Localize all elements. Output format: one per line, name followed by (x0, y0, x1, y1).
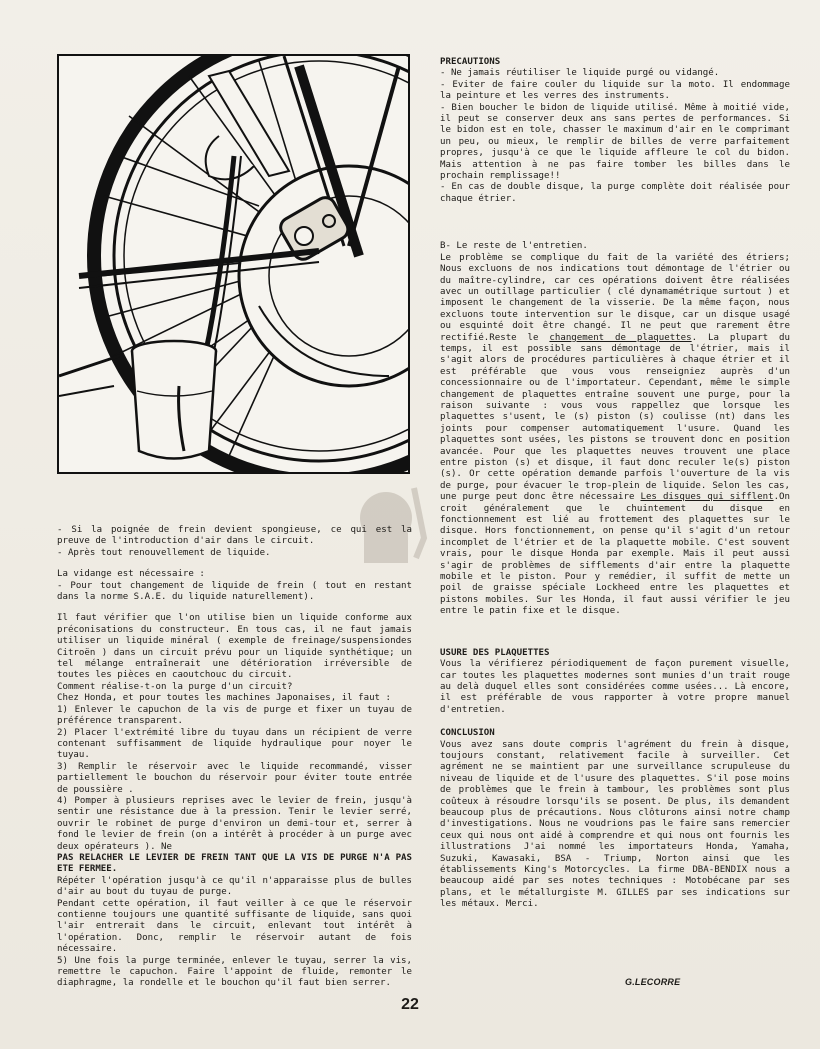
step-1: 1) Enlever le capuchon de la vis de purge et fixer un tuyau de préférence transparent. (57, 704, 412, 727)
entretien-underline-plaquettes: changement de plaquettes (549, 332, 692, 343)
step-3: 3) Remplir le réservoir avec le liquide recommandé, visser partiellement le bouchon du réservoir pour éviter toute entrée de poussière . (57, 761, 412, 795)
right-column (440, 57, 790, 921)
brake-bleeding-illustration-icon (59, 56, 408, 472)
step-4-warning: PAS RELACHER LE LEVIER DE FREIN TANT QUE LA VIS DE PURGE N'A PAS ETE FERMEE. (57, 852, 412, 875)
precaution-1: - Ne jamais réutiliser le liquide purgé ou vidangé. (440, 68, 720, 79)
paragraph-repeter: Répéter l'opération jusqu'à ce qu'il n'apparaisse plus de bulles d'air au bout du tuyau de purge. (57, 875, 412, 898)
step-2: 2) Placer l'extrémité libre du tuyau dans un récipient de verre contenant suffisamment de liquide hydraulique pour noyer le tuyau. (57, 727, 412, 761)
conclusion-heading: CONCLUSION (440, 728, 495, 739)
page-number: 22 (401, 996, 419, 1013)
vidange-paragraph: - Pour tout changement de liquide de frein ( tout en restant dans la norme S.A.E. du liquide naturellement). (57, 580, 412, 603)
paragraph-pendant: Pendant cette opération, il faut veiller à ce que le réservoir contienne toujours une quantité suffisante de liquide, sans quoi l'air entrerait dans le circuit, enlevant tout intérêt à l'opération. Donc, remplir le réservoir autant de fois nécessaire. (57, 898, 412, 955)
intro-line-1: - Si la poignée de frein devient spongieuse, ce qui est la preuve de l'introduction d'air dans le circuit. (57, 525, 412, 547)
left-column (57, 525, 412, 990)
precaution-2: - Eviter de faire couler du liquide sur la moto. Il endommage la peinture et les verres des instruments. (440, 79, 790, 102)
intro-line-2: - Après tout renouvellement de liquide. (57, 547, 271, 558)
entretien-text-c: .On croit généralement que le chuintement du disque en fonctionnement est lié au frottement des plaquettes sur le disque. Hors fonctionnement, on pense qu'il s'agit d'un retour incomplet de l'étrier et de la plaquette mobile. C'est souvent vrais, pour le disque Honda par exemple. Mais il peut aussi s'agir de problèmes de sifflements d'air entre la plaquette mobile et le piston. Pour y remédier, il suffit de mette un poil de graisse spéciale Lockheed entre les plaquettes et pistons mobiles. Sur les Honda, il faut aussi vérifier le jeu entre le patin fixe et le disque. (440, 492, 791, 617)
entretien-text-b: . La plupart du temps, il est possible sans démontage de l'étrier, mais il s'agit alors de procédures particulières à chaque étrier et il est préférable que vous vous renseigniez auprès d'un concessionnaire ou de l'importateur. Cependant, même le simple changement de plaquettes entraîne souvent une purge, pour la raison suivante : vous vous rappellez que lorsque les plaquettes s'usent, le (s) piston (s) coulisse (nt) dans les joints pour compenser automatiquement l'usure. Quand les plaquettes sont usées, les pistons se trouvent donc en position avancée. Pour que les plaquettes neuves trouvent une place entre piston (s) et disque, il faut donc reculer le(s) piston (s). Or cette opération demande parfois l'ouverture de la vis de purge, pour évacuer le trop-plein de liquide. Selon les cas, une purge peut donc être nécessaire (440, 332, 790, 503)
precaution-4: - En cas de double disque, la purge complète doit réalisée pour chaque étrier. (440, 182, 790, 204)
paragraph-honda: Chez Honda, et pour toutes les machines Japonaises, il faut : (57, 693, 391, 704)
author-signature: G.LECORRE (625, 977, 681, 987)
step-4: 4) Pomper à plusieurs reprises avec le levier de frein, jusqu'à sentir une résistance due à la pression. Tenir le levier serré, ouvrir le robinet de purge d'environ un demi-tour et, serrer à fond le levier de frein (on a intérêt à procéder à un purge avec deux opérateurs ). Ne (57, 795, 412, 852)
precautions-heading: PRECAUTIONS (440, 57, 501, 67)
entretien-text-a: Le problème se complique du fait de la variété des étriers; Nous excluons de nos indications tout démontage de l'étrier ou du maître-cylindre, car ces opérations doivent être réalisées avec un outillage particulier ( clé dynamamétrique surtout ) et imposent le changement de la visserie. De la même façon, nous excluons toute intervention sur le disque, car un disque usagé ou esquinté doit être changé. Il ne peut que rarement être rectifié.Reste le (440, 252, 790, 343)
vidange-heading: La vidange est nécessaire : (57, 569, 205, 580)
step-5: 5) Une fois la purge terminée, enlever le tuyau, serrer la vis, remettre le capuchon. Faire l'appoint de fluide, remonter le diaphragme, la rondelle et le bouchon qu'il faut bien serrer. (57, 955, 412, 989)
paragraph-comment: Comment réalise-t-on la purge d'un circuit? (57, 681, 293, 692)
paragraph-verifier: Il faut vérifier que l'on utilise bien un liquide conforme aux préconisations du constructeur. En tous cas, il ne faut jamais utiliser un liquide minéral ( exemple de freinage/suspensiondes Citroën ) dans un circuit prévu pour un liquide synthétique; un tel mélange entraînerait une détérioration irréversible de toutes les pièces en caoutchouc du circuit. (57, 613, 412, 681)
entretien-paragraph (440, 253, 790, 618)
entretien-underline-disques: Les disques qui sifflent (640, 492, 774, 503)
brake-bleeding-figure (57, 54, 410, 474)
usure-paragraph: Vous la vérifierez périodiquement de façon purement visuelle, car toutes les plaquettes modernes sont munies d'un trait rouge au delà duquel elles sont considérées comme usées... Là encore, il est préférable de vous rapporter à votre propre manuel d'entretien. (440, 659, 790, 715)
conclusion-paragraph: Vous avez sans doute compris l'agrément du frein à disque, toujours constant, relativement facile à surveiller. Cet agrément ne se maintient par une surveillance scrupuleuse du niveau de liquide et de l'usure des plaquettes. S'il pose moins de problèmes que le frein à tambour, les problèmes sont plus coûteux à résoudre lorsqu'ils se posent. De plus, ils demandent beaucoup plus de précautions. Nous clôturons ainsi notre champ d'investigations. Nous ne voudrions pas le faire sans remercier ceux qui nous ont aidé à comprendre et qui nous ont fournis les illustrations J'ai nommé les importateurs Honda, Yamaha, Suzuki, Kawasaki, BSA - Triump, Norton ainsi que les établissements King's Motorcycles. La firme DBA-BENDIX nous a beaucoup aidé par ses notes techniques : Motobécane par ses plans, et le métallurgiste M. GILLES par ses indications sur les métaux. Merci. (440, 739, 790, 910)
entretien-heading: B- Le reste de l'entretien. (440, 241, 588, 252)
usure-heading: USURE DES PLAQUETTES (440, 647, 550, 658)
precaution-3: - Bien boucher le bidon de liquide utilisé. Même à moitié vide, il peut se conserver deux ans sans pertes de performances. Si le bidon est en tole, chasser le maximum d'air en le comprimant un peu, ou mieux, le remplir de billes de verre parfaitement propres, jusqu'à ce que le liquide affleure le col du bidon. Mais attention à ne pas faire tomber les billes dans le prochain remplissage!! (440, 102, 790, 182)
